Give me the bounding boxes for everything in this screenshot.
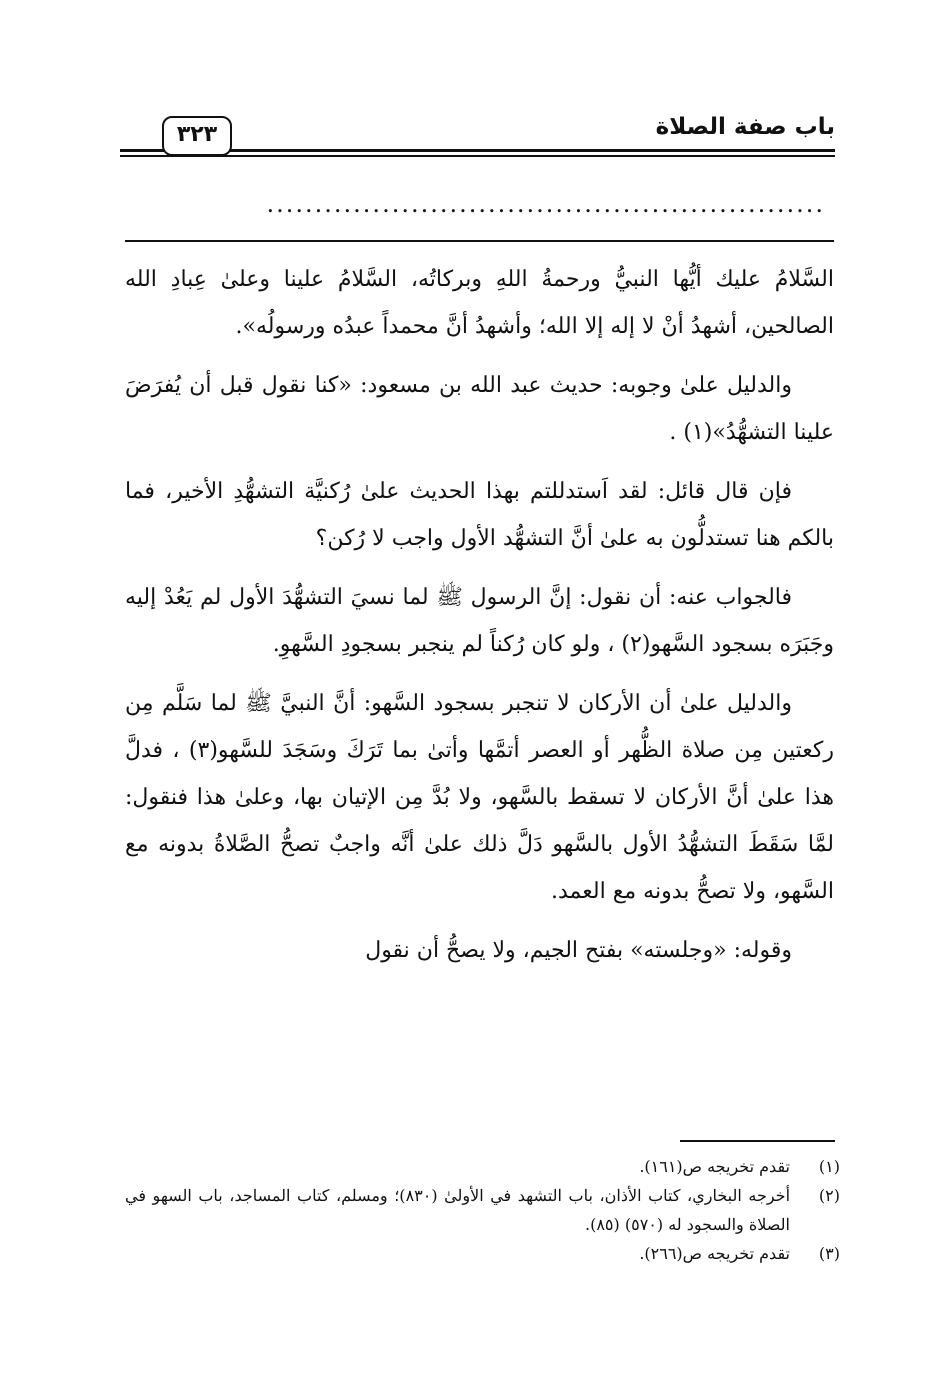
main-text [125, 256, 834, 1136]
header-rule-thin [120, 155, 835, 157]
paragraph: والدليل علىٰ أن الأركان لا تنجبر بسجود السَّهو: أنَّ النبيَّ ﷺ لما سَلَّم مِن ركعتين مِن صلاة الظُّهر أو العصر أتمَّها وأتىٰ بما تَرَكَ وسَجَدَ للسَّهو(٣) ، فدلَّ هذا علىٰ أنَّ الأركان لا تسقط بالسَّهو، ولا بُدَّ مِن الإتيان بها، وعلىٰ هذا فنقول: لمَّا سَقَطَ التشهُّدُ الأول بالسَّهو دَلَّ ذلك علىٰ أنَّه واجبٌ تصحُّ الصَّلاةُ بدونه مع السَّهو، ولا تصحُّ بدونه مع العمد. [125, 691, 834, 904]
page-number: ٣٢٣ [162, 116, 232, 156]
chapter-title: باب صفة الصلاة [655, 114, 835, 140]
footnote-text: تقدم تخريجه ص(٢٦٦). [639, 1244, 790, 1263]
footnote [125, 1152, 840, 1181]
footnote-text: أخرجه البخاري، كتاب الأذان، باب التشهد في الأولىٰ (٨٣٠)؛ ومسلم، كتاب المساجد، باب السهو في الصلاة والسجود له (٥٧٠) (٨٥). [125, 1186, 791, 1234]
paragraph: السَّلامُ عليك أيُّها النبيُّ ورحمةُ اللهِ وبركاتُه، السَّلامُ علينا وعلىٰ عِبادِ الله الصالحين، أشهدُ أنْ لا إله إلا الله؛ وأشهدُ أنَّ محمداً عبدُه ورسولُه». [125, 267, 834, 339]
paragraph: فإن قال قائل: لقد اَستدللتم بهذا الحديث علىٰ رُكنيَّة التشهُّدِ الأخير، فما بالكم هنا تستدلُّون به علىٰ أنَّ التشهُّد الأول واجب لا رُكن؟ [125, 479, 834, 551]
footnote-rule [680, 1140, 835, 1142]
footnotes [125, 1152, 840, 1268]
footnote-text: تقدم تخريجه ص(١٦١). [639, 1157, 790, 1176]
footnote-number: (١) [818, 1157, 840, 1176]
paragraph: فالجواب عنه: أن نقول: إنَّ الرسول ﷺ لما نسيَ التشهُّدَ الأول لم يَعُدْ إليه وجَبَرَه بسجود السَّهو(٢) ، ولو كان رُكناً لم ينجبر بسجودِ السَّهوِ. [125, 585, 834, 657]
paragraph: وقوله: «وجلسته» بفتح الجيم، ولا يصحُّ أن نقول [365, 938, 792, 963]
footnote [125, 1239, 840, 1268]
paragraph: والدليل علىٰ وجوبه: حديث عبد الله بن مسعود: «كنا نقول قبل أن يُفرَضَ علينا التشهُّدُ»(١) . [125, 373, 834, 445]
body-top-rule [125, 240, 834, 242]
footnote-number: (٢) [818, 1186, 840, 1205]
dotted-separator: .......................................................... [266, 190, 825, 214]
footnote [125, 1181, 840, 1239]
footnote-number: (٣) [818, 1244, 840, 1263]
page-header [120, 112, 835, 160]
